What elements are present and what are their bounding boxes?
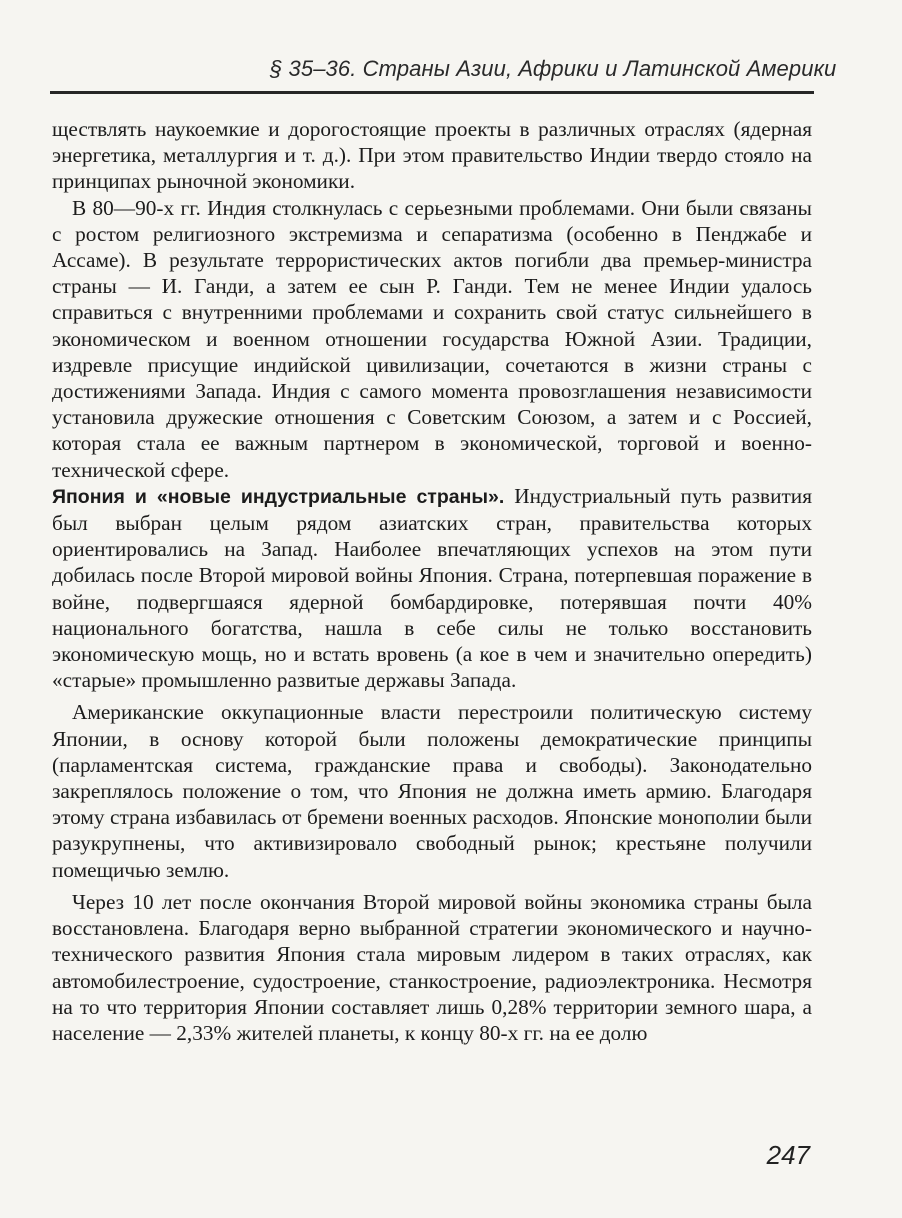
- paragraph-occupation: Американские оккупационные власти перестроили политическую систему Японии, в основу которой были положены демократические принципы (парламентская система, гражданские права и свободы). Законодательно закреплялось положение о том, что Япония не должна иметь армию. Благодаря этому страна избавилась от бремени военных расходов. Японские монополии были разукрупнены, что активизировало свободный рынок; крестьяне получили помещичью землю.: [52, 700, 812, 882]
- paragraph-india-problems: В 80—90-х гг. Индия столкнулась с серьезными проблемами. Они были связаны с ростом религиозного экстремизма и сепаратизма (особенно в Пенджабе и Ассаме). В результате террористических актов погибли два премьер-министра страны — И. Ганди, а затем ее сын Р. Ганди. Тем не менее Индии удалось справиться с внутренними проблемами и сохранить свой статус сильнейшего в экономическом и военном отношении государства Южной Азии. Традиции, издревле присущие индийской цивилизации, сочетаются в жизни страны с достижениями Запада. Индия с самого момента провозглашения независимости установила дружеские отношения с Советским Союзом, а затем и с Россией, которая стала ее важным партнером в экономической, торговой и военно-технической сфере.: [52, 195, 812, 482]
- header-divider: [50, 91, 814, 94]
- section-heading: Япония и «новые индустриальные страны».: [52, 485, 505, 508]
- page-number: 247: [766, 1140, 810, 1170]
- paragraph-economy: Через 10 лет после окончания Второй мировой войны экономика страны была восстановлена. Благодаря верно выбранной стратегии экономического и научно-технического развития Япония стала мировым лидером в таких отраслях, как автомобилестроение, судостроение, станкостроение, радиоэлектроника. Несмотря на то что территория Японии составляет лишь 0,28% территории земного шара, а население — 2,33% жителей планеты, к концу 80-х гг. на ее долю: [52, 889, 812, 1045]
- running-header: § 35–36. Страны Азии, Африки и Латинской Америки: [270, 56, 837, 81]
- paragraph-continuation: ществлять наукоемкие и дорогостоящие проекты в различных отраслях (ядерная энергетика, металлургия и т. д.). При этом правительство Индии твердо стояло на принципах рыночной экономики.: [52, 117, 812, 194]
- paragraph-japan-intro-text: Индустриальный путь развития был выбран целым рядом азиатских стран, правительства которых ориентировались на Запад. Наиболее впечатляющих успехов на этом пути добилась после Второй мировой войны Япония. Страна, потерпевшая поражение в войне, подвергшаяся ядерной бомбардировке, потерявшая почти 40% национального богатства, нашла в себе силы не только восстановить экономическую мощь, но и встать вровень (а кое в чем и значительно опередить) «старые» промышленно развитые державы Запада.: [52, 483, 813, 693]
- paragraph-japan-intro: [52, 483, 812, 694]
- body-text: [52, 116, 812, 1046]
